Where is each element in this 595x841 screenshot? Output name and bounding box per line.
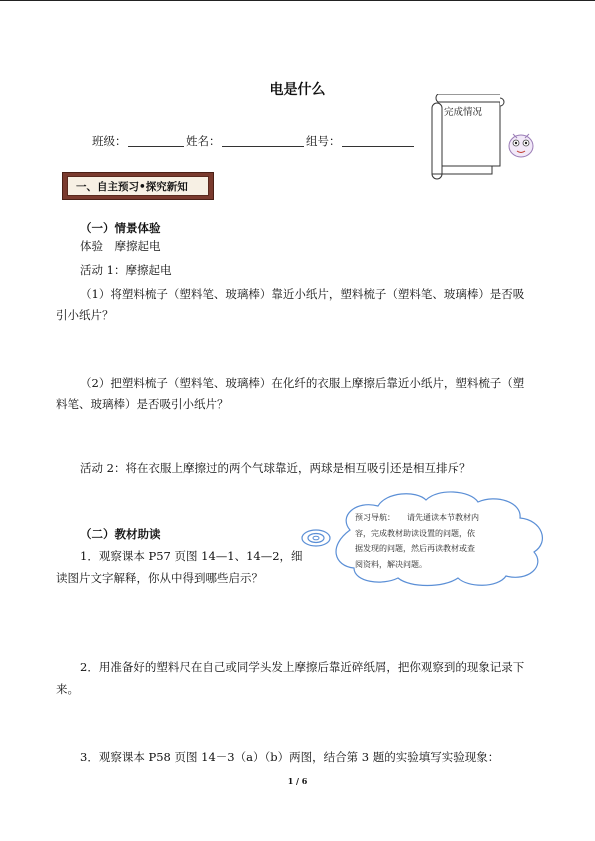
name-label: 姓名： — [186, 134, 221, 148]
item2-line1: 2．用准备好的塑料尺在自己或同学头发上摩擦后靠近碎纸屑，把你观察到的现象记录下 — [80, 660, 525, 674]
class-label: 班级： — [92, 134, 127, 148]
guide-cloud-text — [355, 510, 530, 572]
activity2-line: 活动 2：将在衣服上摩擦过的两个气球靠近，两球是相互吸引还是相互排斥？ — [80, 461, 471, 475]
class-blank[interactable] — [128, 146, 184, 147]
page-number: 1 / 6 — [287, 776, 308, 786]
question1-line2: 引小纸片？ — [56, 308, 114, 322]
item3-line: 3．观察课本 P58 页图 14－3（a）（b）两图，结合第 3 题的实验填写实验现象： — [80, 750, 500, 764]
question2-line1: （2）把塑料梳子（塑料笔、玻璃棒）在化纤的衣服上摩擦后靠近小纸片，塑料梳子（塑 — [80, 376, 525, 390]
cartoon-mascot-icon — [505, 128, 537, 160]
section-banner — [62, 172, 214, 200]
group-label: 组号： — [306, 134, 341, 148]
completion-label: 完成情况 — [444, 107, 483, 118]
guide-line-3: 据发现的问题，然后再读教材或查 — [355, 544, 475, 553]
item1-line1: 1．观察课本 P57 页图 14—1、14—2，细 — [80, 549, 303, 563]
item1-line2: 读图片文字解释，你从中得到哪些启示？ — [56, 571, 263, 585]
question1-line1: （1）将塑料梳子（塑料笔、玻璃棒）靠近小纸片，塑料梳子（塑料笔、玻璃棒）是否吸 — [80, 287, 525, 301]
top-rule — [0, 0, 595, 1]
item2-line2: 来。 — [56, 682, 79, 696]
guide-line-4: 阅资料，解决问题。 — [355, 559, 427, 569]
page-title: 电是什么 — [269, 82, 326, 98]
guide-line-2: 容，完成教材助读设置的问题，依 — [355, 528, 475, 538]
guide-line-1: 预习导航： 请先通读本节教材内 — [355, 513, 479, 522]
section2-heading: （二）教材助读 — [80, 527, 161, 541]
section-banner-text: 一、自主预习•探究新知 — [76, 181, 188, 193]
activity1-line: 活动 1：摩擦起电 — [80, 263, 172, 277]
section1-heading: （一）情景体验 — [80, 221, 161, 235]
name-blank[interactable] — [222, 146, 304, 147]
question2-line2: 料笔、玻璃棒）是否吸引小纸片？ — [56, 397, 229, 411]
experience-line: 体验 摩擦起电 — [80, 239, 161, 253]
group-blank[interactable] — [342, 146, 414, 147]
